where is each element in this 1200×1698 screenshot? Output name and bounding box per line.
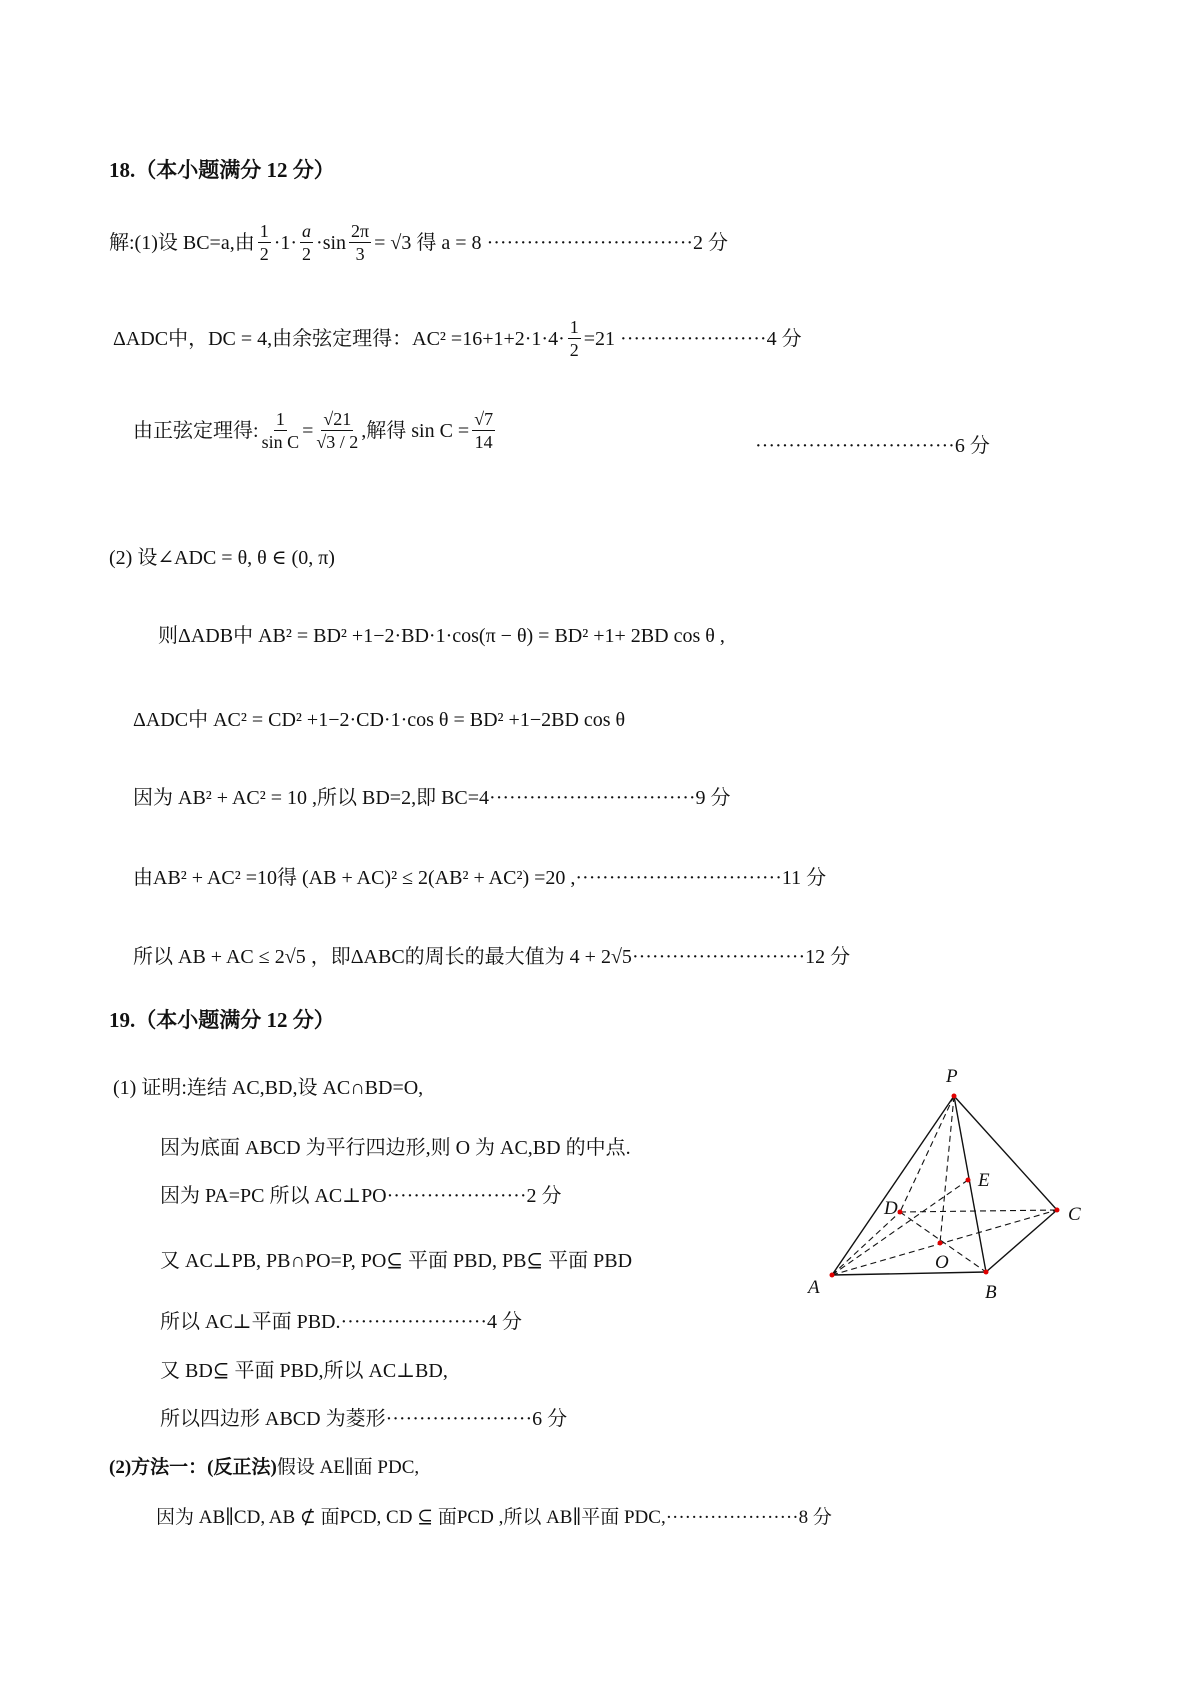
text: ,解得 sin C = [361, 419, 470, 442]
q18-part2: (2) 设∠ADC = θ, θ ∈ (0, π) [109, 547, 335, 569]
q19-line2: 因为底面 ABCD 为平行四边形,则 O 为 AC,BD 的中点. [160, 1137, 631, 1159]
score: 11 分 [781, 867, 827, 889]
den: sin C [261, 432, 300, 452]
score: 4 分 [766, 327, 802, 350]
score: 2 分 [526, 1185, 562, 1207]
point-A [830, 1273, 835, 1278]
score: 4 分 [487, 1311, 523, 1333]
edge-PA [832, 1096, 954, 1275]
den: √3 / 2 [316, 432, 359, 452]
leader-dots: ······························· [486, 231, 694, 254]
edge-PC [954, 1096, 1057, 1210]
point-E [966, 1178, 971, 1183]
text: 因为 AB² + AC² = 10 ,所以 BD=2,即 BC=4 [133, 787, 490, 809]
label-A: A [808, 1277, 820, 1298]
den: 2 [569, 340, 579, 360]
point-B [984, 1270, 989, 1275]
segment-PO [940, 1096, 954, 1243]
text: 因为 AB∥CD, AB ⊄ 面PCD, CD ⊆ 面PCD ,所以 AB∥平面 PDC, [156, 1507, 666, 1528]
q19-line4: 又 AC⊥PB, PB∩PO=P, PO⊆ 平面 PBD, PB⊆ 平面 PBD [160, 1250, 633, 1272]
text: 假设 AE∥面 PDC, [276, 1457, 420, 1478]
edge-BC [986, 1210, 1057, 1272]
num: a [302, 221, 312, 241]
text: ·sin [316, 231, 347, 254]
point-P [952, 1094, 957, 1099]
score: 12 分 [805, 946, 851, 968]
leader-dots: ······················ [620, 327, 767, 350]
point-O [938, 1241, 943, 1246]
leader-dots: ······················ [385, 1408, 533, 1430]
score: 8 分 [798, 1507, 832, 1528]
den: 3 [355, 244, 365, 264]
point-C [1055, 1208, 1060, 1213]
text: 所以 AB + AC ≤ 2√5 ，即ΔABC的周长的最大值为 4 + 2√5 [133, 946, 632, 968]
leader-dots: ······························· [575, 867, 782, 889]
q18-p2-line2: ΔADC中 AC² = CD² +1−2·CD·1·cos θ = BD² +1−2BD cos θ [133, 709, 626, 731]
q19-line6: 又 BD⊆ 平面 PBD,所以 AC⊥BD, [160, 1360, 448, 1382]
leader-dots: ·························· [631, 946, 806, 968]
text: 由正弦定理得: [133, 419, 259, 442]
text: 由AB² + AC² =10得 (AB + AC)² ≤ 2(AB² + AC²) =20 , [133, 867, 576, 889]
leader-dots: ····················· [386, 1185, 527, 1207]
label-P: P [946, 1066, 958, 1087]
label-C: C [1068, 1204, 1081, 1225]
num: 1 [569, 317, 579, 337]
leader-dots: ····················· [665, 1507, 799, 1528]
text: ·1· [273, 231, 298, 254]
leader-dots: ······················ [340, 1311, 488, 1333]
leader-dots: ······························ [755, 435, 955, 457]
q18-p2-line1: 则ΔADB中 AB² = BD² +1−2·BD·1·cos(π − θ) = BD² +1+ 2BD cos θ , [158, 625, 725, 647]
point-D [898, 1210, 903, 1215]
score: 2 分 [693, 231, 729, 254]
den: 14 [474, 432, 493, 452]
text: 因为 PA=PC 所以 AC⊥PO [160, 1185, 387, 1207]
text: 所以四边形 ABCD 为菱形 [160, 1408, 386, 1430]
den: 2 [259, 244, 269, 264]
method-label: (2)方法一：(反正法) [109, 1457, 277, 1478]
text: 所以 AC⊥平面 PBD. [160, 1311, 341, 1333]
text: = √3 得 a = 8 [374, 231, 482, 254]
num: 2π [351, 221, 370, 241]
edge-PD [900, 1096, 954, 1212]
num: 1 [275, 409, 285, 429]
q18-title: 18.（本小题满分 12 分） [109, 158, 335, 182]
text: 解:(1)设 BC=a,由 [109, 231, 255, 254]
text: ΔADC中，DC = 4,由余弦定理得：AC² =16+1+2·1·4· [113, 327, 565, 350]
label-D: D [884, 1198, 898, 1219]
num: 1 [259, 221, 269, 241]
score: 6 分 [532, 1408, 568, 1430]
den: 2 [302, 244, 312, 264]
edge-AB [832, 1272, 986, 1275]
text: = [302, 419, 314, 442]
text: =21 [583, 327, 616, 350]
leader-dots: ······························· [489, 787, 696, 809]
score: 6 分 [954, 435, 990, 457]
q19-line1: (1) 证明:连结 AC,BD,设 AC∩BD=O, [113, 1077, 424, 1099]
num: √7 [474, 409, 494, 429]
label-B: B [985, 1282, 997, 1303]
score: 9 分 [695, 787, 731, 809]
num: √21 [323, 409, 352, 429]
label-E: E [978, 1170, 990, 1191]
label-O: O [935, 1252, 949, 1273]
q19-title: 19.（本小题满分 12 分） [109, 1008, 335, 1032]
